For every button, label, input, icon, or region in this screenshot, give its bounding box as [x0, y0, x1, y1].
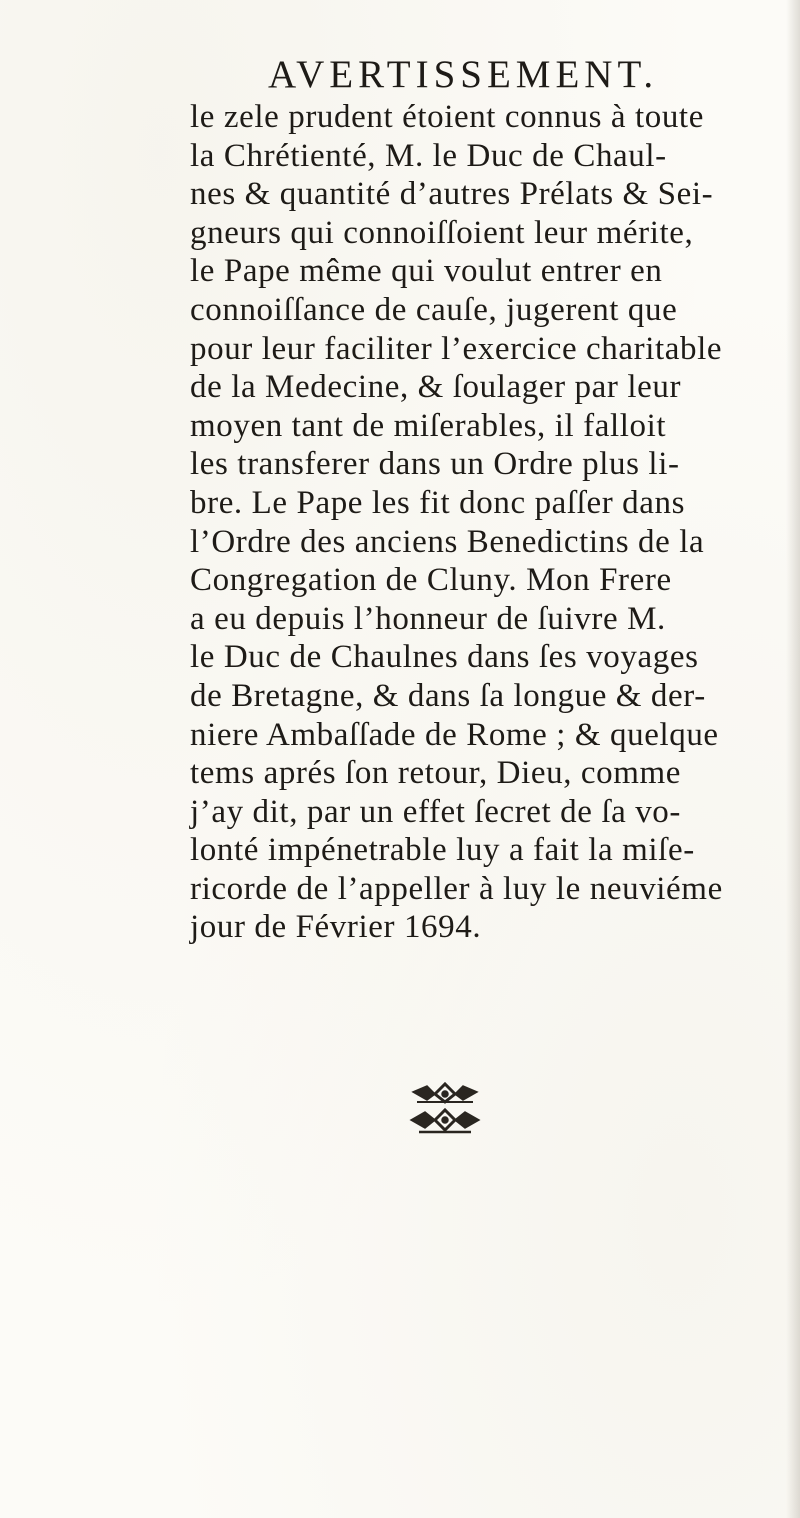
text-line: pour leur faciliter l’exercice charitable [190, 330, 723, 367]
text-line: de la Medecine, & ſoulager par leur [190, 369, 682, 406]
text-line: le Duc de Chaulnes dans ſes voyages [190, 639, 699, 676]
text-line: tems aprés ſon retour, Dieu, comme [190, 755, 682, 792]
text-line: ricorde de l’appeller à luy le neuviéme [190, 870, 723, 907]
text-line: bre. Le Pape les fit donc paſſer dans [190, 484, 686, 521]
text-line: connoiſſance de cauſe, jugerent que [190, 291, 678, 328]
text-line: nes & quantité d’autres Prélats & Sei- [190, 176, 714, 213]
running-head: AVERTISSEMENT. [268, 53, 659, 96]
text-line: gneurs qui connoiſſoient leur mérite, [190, 214, 694, 251]
printers-fleuron-icon [405, 1078, 485, 1138]
text-line: a eu depuis l’honneur de ſuivre M. [190, 600, 666, 637]
text-line: le Pape même qui voulut entrer en [190, 253, 663, 290]
body-text [190, 98, 780, 947]
text-line: de Bretagne, & dans ſa longue & der- [190, 677, 706, 714]
text-line: Congregation de Cluny. Mon Frere [190, 562, 672, 599]
text-line: les transferer dans un Ordre plus li- [190, 446, 680, 483]
text-line: jour de Février 1694. [190, 909, 482, 946]
text-line: j’ay dit, par un effet ſecret de ſa vo- [190, 793, 681, 830]
text-line: l’Ordre des anciens Benedictins de la [190, 523, 705, 560]
text-line: niere Ambaſſade de Rome ; & quelque [190, 716, 719, 753]
text-line: la Chrétienté, M. le Duc de Chaul- [190, 137, 667, 174]
text-line: le zele prudent étoient connus à toute [190, 99, 704, 135]
text-line: moyen tant de miſerables, il falloit [190, 407, 667, 444]
page-edge-shadow [786, 0, 800, 1518]
text-line: lonté impénetrable luy a fait la miſe- [190, 832, 695, 869]
